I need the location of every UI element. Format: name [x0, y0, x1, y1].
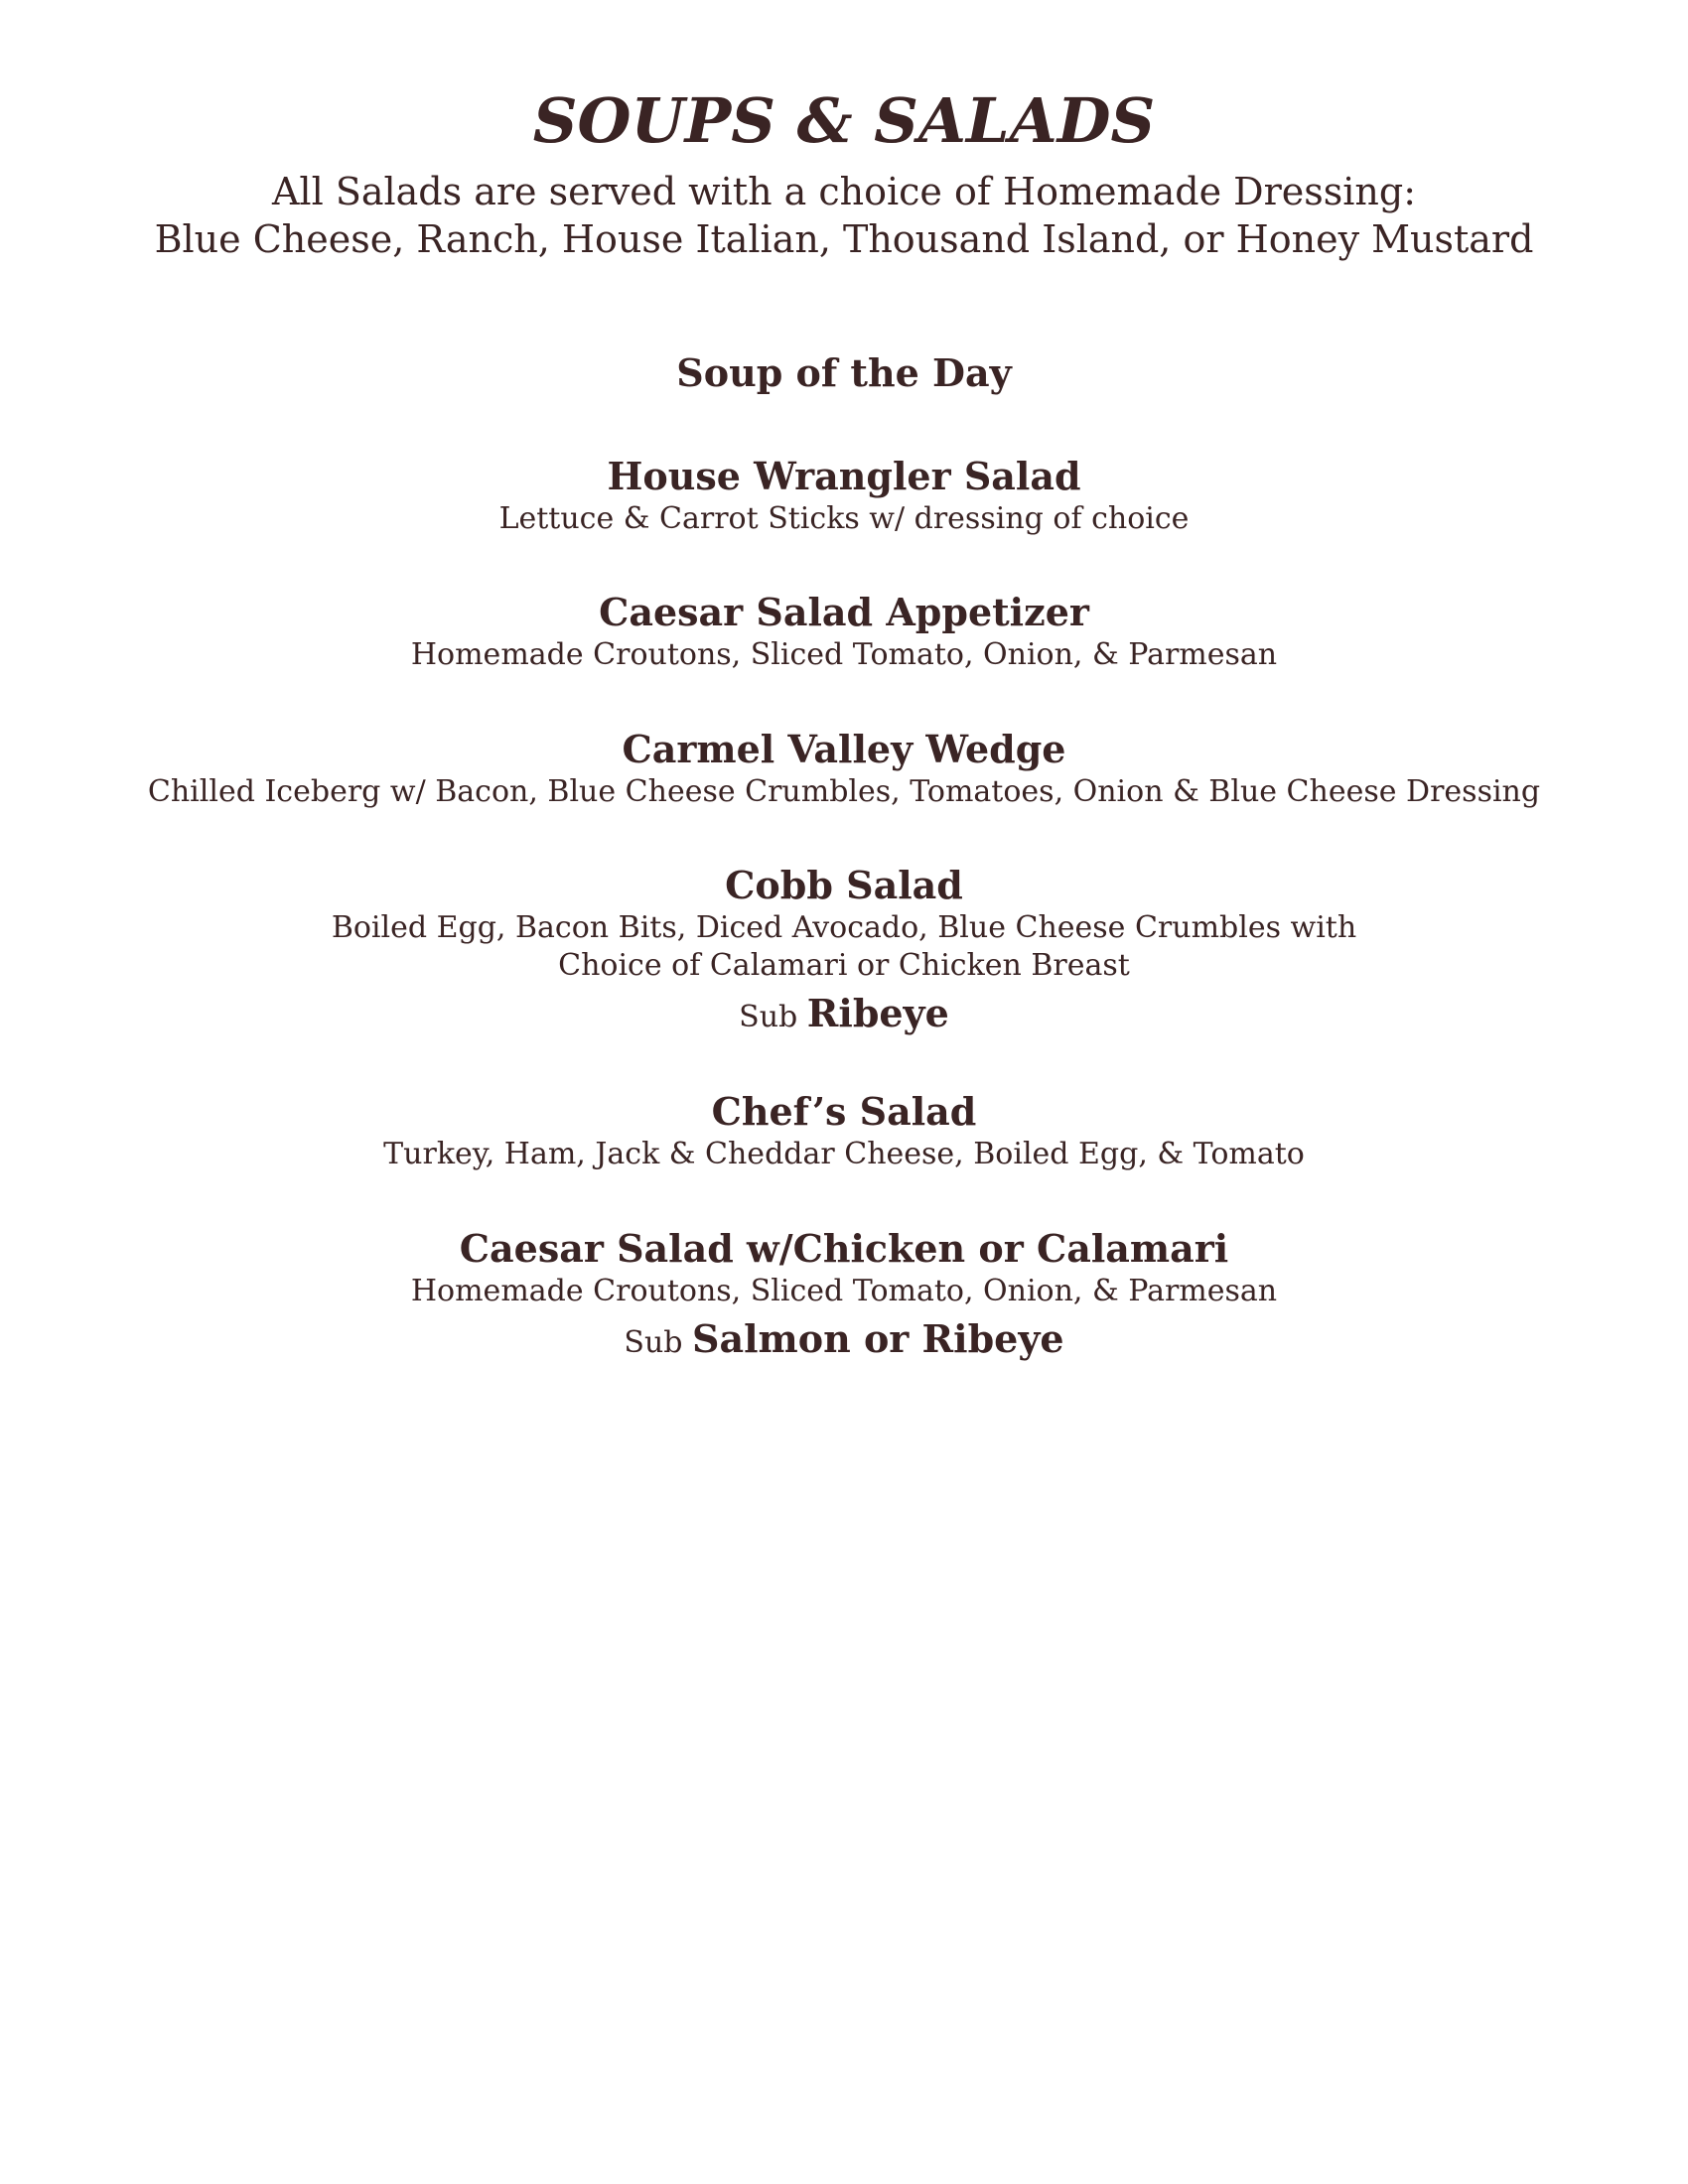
page-title: SOUPS & SALADS [532, 84, 1156, 157]
menu-item-substitution [0, 989, 1688, 1046]
menu-item-name: Caesar Salad Appetizer [599, 590, 1089, 634]
sub-prefix: Sub [624, 1325, 693, 1360]
menu-item-name: Soup of the Day [676, 350, 1012, 395]
menu-item-carmel-valley-wedge [0, 726, 1688, 811]
menu-item-description: Boiled Egg, Bacon Bits, Diced Avocado, Blue Cheese Crumbles with [331, 910, 1357, 945]
sub-option: Salmon or Ribeye [692, 1316, 1064, 1361]
menu-item-name: Chef’s Salad [711, 1089, 977, 1134]
menu-item-name: House Wrangler Salad [607, 454, 1081, 498]
menu-item-description: Choice of Calamari or Chicken Breast [558, 948, 1130, 983]
menu-item-cobb-salad [0, 862, 1688, 1046]
dressing-options-line: Blue Cheese, Ranch, House Italian, Thousand Island, or Honey Mustard [154, 217, 1534, 261]
menu-item-description: Homemade Croutons, Sliced Tomato, Onion, & Parmesan [410, 1274, 1278, 1308]
menu-item-name: Cobb Salad [725, 863, 963, 907]
menu-item-name: Carmel Valley Wedge [622, 727, 1066, 771]
menu-item-house-wrangler-salad [0, 453, 1688, 538]
menu-item-caesar-salad-chicken-calamari [0, 1225, 1688, 1372]
menu-item-name: Caesar Salad w/Chicken or Calamari [459, 1226, 1229, 1271]
menu-item-description: Lettuce & Carrot Sticks w/ dressing of choice [498, 501, 1190, 536]
menu-item-description: Chilled Iceberg w/ Bacon, Blue Cheese Crumbles, Tomatoes, Onion & Blue Cheese Dressing [147, 774, 1541, 809]
sub-prefix: Sub [739, 1000, 807, 1034]
menu-item-description: Turkey, Ham, Jack & Cheddar Cheese, Boiled Egg, & Tomato [383, 1137, 1305, 1171]
menu-item-soup-of-the-day [0, 349, 1688, 397]
dressing-intro-line-1: All Salads are served with a choice of Homemade Dressing: [271, 170, 1417, 213]
menu-item-description: Homemade Croutons, Sliced Tomato, Onion, & Parmesan [410, 637, 1278, 672]
sub-option: Ribeye [806, 991, 949, 1035]
menu-item-substitution [0, 1314, 1688, 1372]
menu-item-chefs-salad [0, 1088, 1688, 1173]
menu-item-caesar-salad-appetizer [0, 589, 1688, 674]
